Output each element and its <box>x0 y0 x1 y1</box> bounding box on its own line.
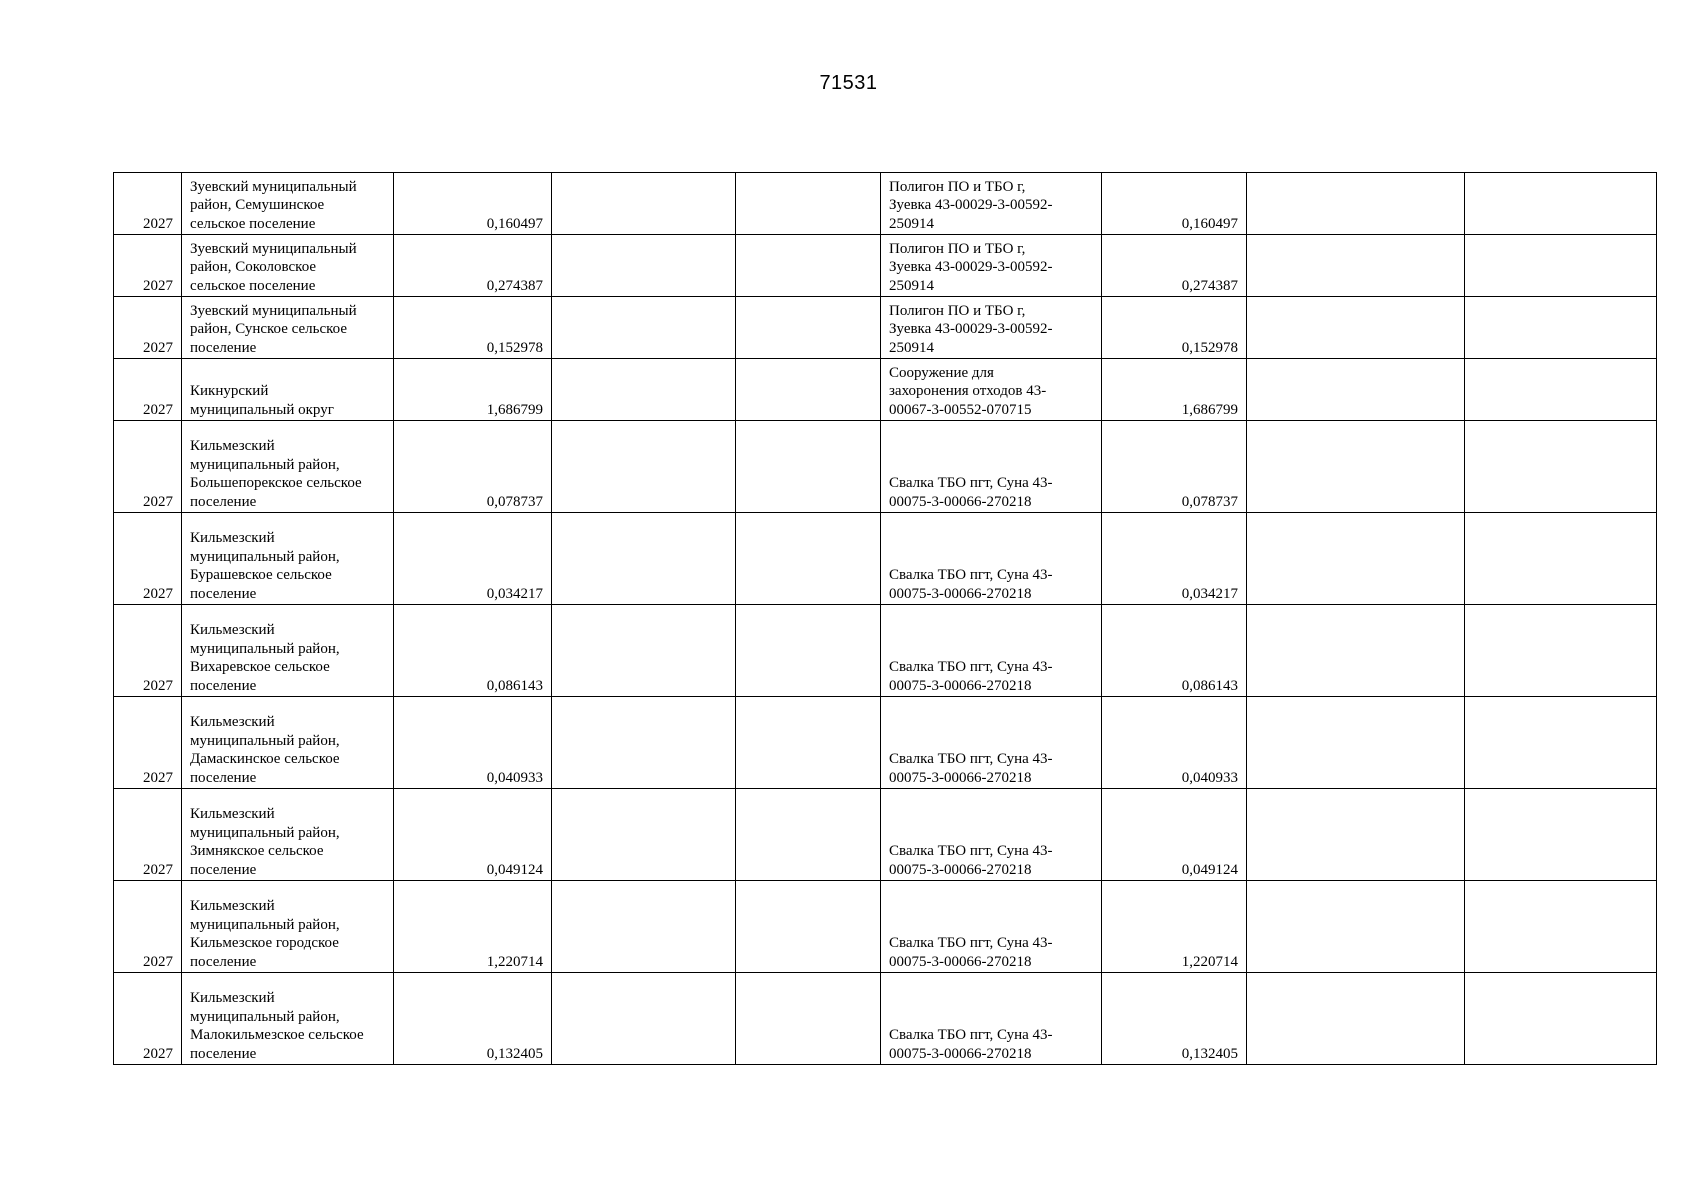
facility-volume-cell <box>1102 605 1247 697</box>
volume-cell-text: 0,049124 <box>486 861 543 878</box>
facility-volume-cell-text: 1,686799 <box>1181 401 1238 418</box>
volume-cell-text: 0,086143 <box>486 677 543 694</box>
year-cell-text: 2027 <box>143 953 173 970</box>
empty-cell <box>552 605 736 697</box>
empty-cell <box>552 173 736 235</box>
facility-cell-text: Свалка ТБО пгт, Суна 43-00075-3-00066-270218 <box>889 475 1053 510</box>
empty-cell <box>1247 697 1465 789</box>
municipality-cell-text: Кильмезский муниципальный район, Вихаревское сельское поселение <box>190 622 340 694</box>
empty-cell <box>1465 789 1657 881</box>
table-row <box>114 421 1657 513</box>
year-cell <box>114 881 182 973</box>
empty-cell <box>1465 697 1657 789</box>
volume-cell <box>394 359 552 421</box>
facility-volume-cell <box>1102 235 1247 297</box>
municipality-cell-text: Кикнурский муниципальный округ <box>190 383 334 418</box>
municipality-cell-text: Зуевский муниципальный район, Соколовское сельское поселение <box>190 240 357 294</box>
volume-cell-text: 0,078737 <box>486 493 543 510</box>
volume-cell-text: 0,040933 <box>486 769 543 786</box>
empty-cell <box>736 513 881 605</box>
table-row <box>114 513 1657 605</box>
facility-cell <box>881 973 1102 1065</box>
facility-volume-cell-text: 0,040933 <box>1181 769 1238 786</box>
empty-cell <box>736 235 881 297</box>
volume-cell-text: 0,274387 <box>486 277 543 294</box>
year-cell <box>114 421 182 513</box>
year-cell-text: 2027 <box>143 1045 173 1062</box>
empty-cell <box>1465 605 1657 697</box>
municipality-cell-text: Зуевский муниципальный район, Семушинское сельское поселение <box>190 178 357 232</box>
empty-cell <box>1247 789 1465 881</box>
facility-cell <box>881 173 1102 235</box>
municipality-cell-text: Кильмезский муниципальный район, Бурашевское сельское поселение <box>190 530 340 602</box>
municipality-cell <box>182 605 394 697</box>
empty-cell <box>1247 973 1465 1065</box>
facility-cell <box>881 789 1102 881</box>
facility-cell-text: Полигон ПО и ТБО г, Зуевка 43-00029-3-00592- 250914 <box>889 302 1053 356</box>
municipality-cell-text: Кильмезский муниципальный район, Зимнякское сельское поселение <box>190 806 340 878</box>
facility-cell-text: Полигон ПО и ТБО г, Зуевка 43-00029-3-00592- 250914 <box>889 240 1053 294</box>
table-row <box>114 297 1657 359</box>
volume-cell-text: 0,160497 <box>486 215 543 232</box>
municipality-cell-text: Зуевский муниципальный район, Сунское сельское поселение <box>190 302 357 356</box>
empty-cell <box>1465 513 1657 605</box>
table-row <box>114 173 1657 235</box>
facility-cell-text: Свалка ТБО пгт, Суна 43-00075-3-00066-270218 <box>889 567 1053 602</box>
municipality-cell-text: Кильмезский муниципальный район, Дамаскинское сельское поселение <box>190 714 340 786</box>
empty-cell <box>1247 235 1465 297</box>
volume-cell-text: 0,152978 <box>486 339 543 356</box>
waste-registry-table <box>113 172 1657 1065</box>
empty-cell <box>1465 421 1657 513</box>
facility-cell-text: Свалка ТБО пгт, Суна 43-00075-3-00066-270218 <box>889 751 1053 786</box>
facility-volume-cell-text: 1,220714 <box>1181 953 1238 970</box>
year-cell-text: 2027 <box>143 401 173 418</box>
volume-cell-text: 1,686799 <box>486 401 543 418</box>
municipality-cell-text: Кильмезский муниципальный район, Большепорекское сельское поселение <box>190 438 362 510</box>
empty-cell <box>552 297 736 359</box>
municipality-cell <box>182 513 394 605</box>
municipality-cell <box>182 359 394 421</box>
volume-cell-text: 0,132405 <box>486 1045 543 1062</box>
empty-cell <box>736 297 881 359</box>
table-row <box>114 359 1657 421</box>
year-cell-text: 2027 <box>143 493 173 510</box>
empty-cell <box>1465 973 1657 1065</box>
page-number: 71531 <box>819 72 878 94</box>
facility-cell-text: Сооружение для захоронения отходов 43- 00067-3-00552-070715 <box>889 364 1047 418</box>
empty-cell <box>736 881 881 973</box>
empty-cell <box>1247 513 1465 605</box>
table-row <box>114 605 1657 697</box>
facility-cell <box>881 421 1102 513</box>
volume-cell <box>394 881 552 973</box>
facility-volume-cell <box>1102 881 1247 973</box>
year-cell <box>114 235 182 297</box>
facility-cell <box>881 513 1102 605</box>
empty-cell <box>736 973 881 1065</box>
facility-volume-cell-text: 0,274387 <box>1181 277 1238 294</box>
empty-cell <box>552 973 736 1065</box>
facility-volume-cell <box>1102 421 1247 513</box>
facility-cell-text: Свалка ТБО пгт, Суна 43-00075-3-00066-270218 <box>889 659 1053 694</box>
facility-volume-cell-text: 0,078737 <box>1181 493 1238 510</box>
volume-cell <box>394 513 552 605</box>
facility-volume-cell-text: 0,152978 <box>1181 339 1238 356</box>
facility-cell-text: Свалка ТБО пгт, Суна 43-00075-3-00066-270218 <box>889 935 1053 970</box>
volume-cell <box>394 789 552 881</box>
facility-volume-cell <box>1102 789 1247 881</box>
empty-cell <box>736 697 881 789</box>
facility-cell <box>881 235 1102 297</box>
empty-cell <box>1247 605 1465 697</box>
year-cell-text: 2027 <box>143 215 173 232</box>
empty-cell <box>552 421 736 513</box>
table-row <box>114 973 1657 1065</box>
facility-cell <box>881 697 1102 789</box>
facility-volume-cell <box>1102 173 1247 235</box>
year-cell <box>114 173 182 235</box>
year-cell <box>114 973 182 1065</box>
empty-cell <box>1247 421 1465 513</box>
empty-cell <box>736 421 881 513</box>
empty-cell <box>552 235 736 297</box>
facility-cell <box>881 605 1102 697</box>
facility-cell-text: Свалка ТБО пгт, Суна 43-00075-3-00066-270218 <box>889 1027 1053 1062</box>
municipality-cell <box>182 789 394 881</box>
volume-cell <box>394 173 552 235</box>
volume-cell-text: 0,034217 <box>486 585 543 602</box>
year-cell-text: 2027 <box>143 677 173 694</box>
empty-cell <box>1247 173 1465 235</box>
year-cell <box>114 297 182 359</box>
facility-cell-text: Свалка ТБО пгт, Суна 43-00075-3-00066-270218 <box>889 843 1053 878</box>
facility-volume-cell-text: 0,086143 <box>1181 677 1238 694</box>
year-cell-text: 2027 <box>143 585 173 602</box>
empty-cell <box>552 513 736 605</box>
volume-cell-text: 1,220714 <box>486 953 543 970</box>
empty-cell <box>1465 297 1657 359</box>
facility-volume-cell-text: 0,160497 <box>1181 215 1238 232</box>
volume-cell <box>394 235 552 297</box>
table-row <box>114 697 1657 789</box>
empty-cell <box>736 789 881 881</box>
year-cell-text: 2027 <box>143 769 173 786</box>
facility-volume-cell <box>1102 359 1247 421</box>
facility-volume-cell <box>1102 697 1247 789</box>
empty-cell <box>736 605 881 697</box>
empty-cell <box>552 359 736 421</box>
year-cell <box>114 513 182 605</box>
empty-cell <box>552 881 736 973</box>
facility-volume-cell-text: 0,132405 <box>1181 1045 1238 1062</box>
empty-cell <box>1247 297 1465 359</box>
municipality-cell <box>182 881 394 973</box>
empty-cell <box>1465 359 1657 421</box>
municipality-cell-text: Кильмезский муниципальный район, Кильмезское городское поселение <box>190 898 340 970</box>
empty-cell <box>1247 881 1465 973</box>
facility-volume-cell <box>1102 973 1247 1065</box>
table-row <box>114 789 1657 881</box>
table-row <box>114 881 1657 973</box>
municipality-cell <box>182 973 394 1065</box>
municipality-cell <box>182 297 394 359</box>
volume-cell <box>394 297 552 359</box>
empty-cell <box>1465 173 1657 235</box>
year-cell <box>114 697 182 789</box>
facility-cell-text: Полигон ПО и ТБО г, Зуевка 43-00029-3-00592- 250914 <box>889 178 1053 232</box>
empty-cell <box>736 173 881 235</box>
volume-cell <box>394 421 552 513</box>
municipality-cell-text: Кильмезский муниципальный район, Малокильмезское сельское поселение <box>190 990 364 1062</box>
year-cell <box>114 789 182 881</box>
empty-cell <box>552 697 736 789</box>
municipality-cell <box>182 421 394 513</box>
empty-cell <box>736 359 881 421</box>
facility-cell <box>881 359 1102 421</box>
year-cell-text: 2027 <box>143 861 173 878</box>
facility-volume-cell-text: 0,034217 <box>1181 585 1238 602</box>
facility-cell <box>881 297 1102 359</box>
year-cell <box>114 605 182 697</box>
facility-cell <box>881 881 1102 973</box>
volume-cell <box>394 973 552 1065</box>
municipality-cell <box>182 697 394 789</box>
empty-cell <box>1465 881 1657 973</box>
year-cell <box>114 359 182 421</box>
year-cell-text: 2027 <box>143 277 173 294</box>
empty-cell <box>1247 359 1465 421</box>
facility-volume-cell <box>1102 513 1247 605</box>
municipality-cell <box>182 235 394 297</box>
facility-volume-cell-text: 0,049124 <box>1181 861 1238 878</box>
volume-cell <box>394 697 552 789</box>
year-cell-text: 2027 <box>143 339 173 356</box>
municipality-cell <box>182 173 394 235</box>
facility-volume-cell <box>1102 297 1247 359</box>
table-row <box>114 235 1657 297</box>
table-body <box>114 173 1657 1065</box>
empty-cell <box>552 789 736 881</box>
volume-cell <box>394 605 552 697</box>
empty-cell <box>1465 235 1657 297</box>
